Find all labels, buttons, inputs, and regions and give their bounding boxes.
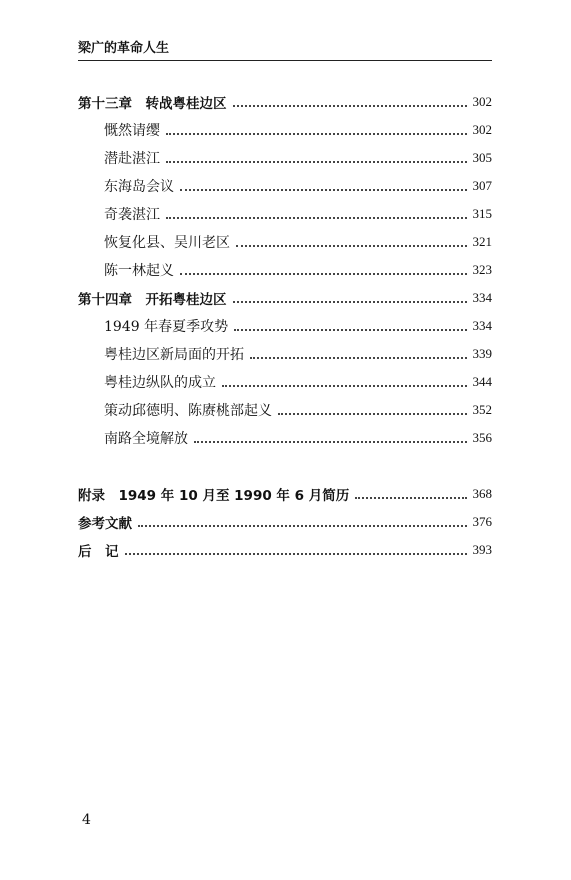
- dot-leader: [138, 524, 467, 527]
- toc-entry-title: 策动邱德明、陈赓桃部起义: [104, 403, 272, 419]
- toc-entry-title: 慨然请缨: [104, 123, 160, 139]
- toc-entry-title: 后 记: [78, 544, 119, 560]
- toc-entry-page: 305: [472, 150, 492, 165]
- toc-entry[interactable]: [78, 536, 492, 564]
- toc-entry-page: 321: [472, 234, 492, 249]
- toc-entry[interactable]: [104, 228, 492, 256]
- toc-entry-title: 粤桂边区新局面的开拓: [104, 347, 244, 363]
- page-number: 4: [82, 812, 91, 828]
- dot-leader: [355, 496, 466, 499]
- toc-entry-title: 第十三章 转战粤桂边区: [78, 96, 227, 112]
- toc-entry[interactable]: [104, 368, 492, 396]
- toc-entry[interactable]: [104, 340, 492, 368]
- dot-leader: [236, 244, 467, 247]
- header-rule: [78, 60, 492, 61]
- toc-entry-title: 粤桂边纵队的成立: [104, 375, 216, 391]
- dot-leader: [250, 356, 467, 359]
- toc-entry[interactable]: [104, 396, 492, 424]
- toc-entry[interactable]: [104, 424, 492, 452]
- toc-entry-title: 恢复化县、吴川老区: [104, 235, 230, 251]
- toc-entry[interactable]: [104, 200, 492, 228]
- toc-entry-page: 334: [472, 290, 492, 305]
- dot-leader: [278, 412, 467, 415]
- toc-entry-title: 陈一林起义: [104, 263, 174, 279]
- dot-leader: [233, 104, 467, 107]
- toc-entry-title: 东海岛会议: [104, 179, 174, 195]
- toc-entry-title: 南路全境解放: [104, 431, 188, 447]
- toc-entry[interactable]: [104, 172, 492, 200]
- toc-entry-page: 307: [472, 178, 492, 193]
- dot-leader: [125, 552, 467, 555]
- toc-entry-page: 376: [472, 514, 492, 529]
- dot-leader: [194, 440, 467, 443]
- toc-entry-page: 368: [472, 486, 492, 501]
- toc-entry-page: 334: [472, 318, 492, 333]
- toc-entry[interactable]: [104, 116, 492, 144]
- toc-entry[interactable]: [104, 312, 492, 340]
- toc-entry-title: 1949 年春夏季攻势: [104, 319, 229, 335]
- toc-entry-page: 344: [472, 374, 492, 389]
- toc-entry-title: 第十四章 开拓粤桂边区: [78, 292, 227, 308]
- dot-leader: [222, 384, 467, 387]
- toc-entry[interactable]: [78, 480, 492, 508]
- toc-entry-title: 附录 1949 年 10 月至 1990 年 6 月简历: [78, 488, 350, 504]
- toc-entry[interactable]: [78, 508, 492, 536]
- running-header: 梁广的革命人生: [78, 41, 170, 56]
- dot-leader: [234, 328, 466, 331]
- toc-entry-page: 302: [472, 94, 492, 109]
- toc-entry[interactable]: [104, 144, 492, 172]
- dot-leader: [180, 272, 467, 275]
- toc-entry[interactable]: [78, 88, 492, 116]
- dot-leader: [166, 132, 467, 135]
- toc-entry-page: 323: [472, 262, 492, 277]
- toc-entry-title: 奇袭湛江: [104, 207, 160, 223]
- toc-entry-page: 356: [472, 430, 492, 445]
- toc-entry-page: 315: [472, 206, 492, 221]
- dot-leader: [180, 188, 467, 191]
- toc-entry[interactable]: [78, 284, 492, 312]
- dot-leader: [166, 160, 467, 163]
- toc-entry-page: 393: [472, 542, 492, 557]
- toc-entry-page: 302: [472, 122, 492, 137]
- toc-entry-page: 339: [472, 346, 492, 361]
- toc-entry-page: 352: [472, 402, 492, 417]
- dot-leader: [166, 216, 467, 219]
- toc-entry-title: 潜赴湛江: [104, 151, 160, 167]
- dot-leader: [233, 300, 467, 303]
- toc-entry-title: 参考文献: [78, 516, 132, 532]
- toc-entry[interactable]: [104, 256, 492, 284]
